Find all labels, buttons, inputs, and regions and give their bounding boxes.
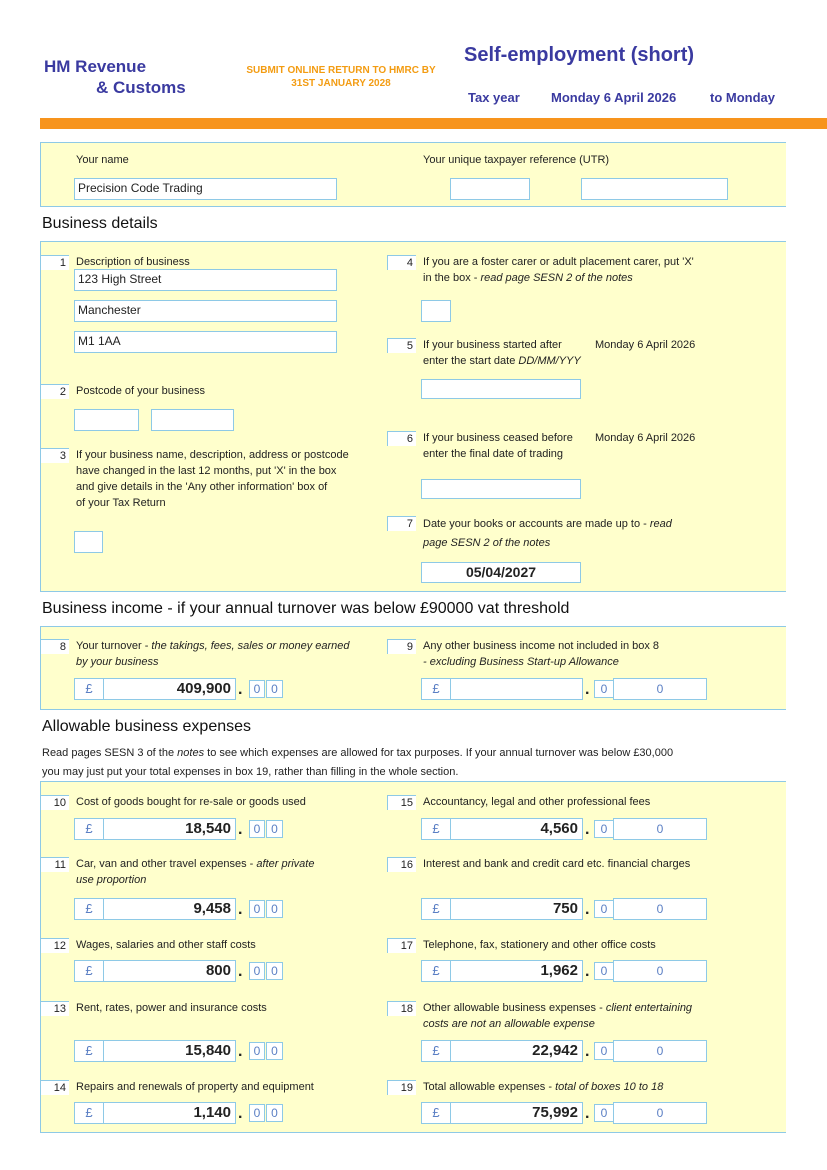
box6-date: Monday 6 April 2026: [595, 432, 696, 444]
pence-field-units[interactable]: 0: [613, 960, 707, 982]
box-number-19: 19: [387, 1080, 416, 1095]
accounts-date-field[interactable]: 05/04/2027: [421, 562, 581, 583]
box3-label-line4: of your Tax Return: [76, 497, 166, 509]
pence-field-tens[interactable]: 0: [249, 962, 265, 980]
expenses-intro-line1: [42, 747, 673, 759]
expenses-intro-line2: you may just put your total expenses in box 19, rather than filling in the whole section.: [42, 766, 459, 778]
tax-year-start: Monday 6 April 2026: [551, 90, 677, 105]
box-number-3: 3: [40, 448, 69, 463]
currency-symbol: £: [74, 1040, 104, 1062]
org-name-line2: & Customs: [96, 78, 186, 97]
pence-field-units[interactable]: 0: [613, 1040, 707, 1062]
ceased-date-field[interactable]: [421, 479, 581, 499]
box8-label: [76, 638, 350, 670]
currency-symbol: £: [74, 818, 104, 840]
org-name-line1: HM Revenue: [44, 57, 147, 76]
box-number-16: 16: [387, 857, 416, 872]
decimal-point: .: [238, 821, 243, 838]
box12-label: [76, 937, 376, 953]
box4-label-line2: [423, 270, 723, 286]
expense-amount-field[interactable]: 1,962: [450, 960, 583, 982]
box11-label-c: use proportion: [76, 874, 147, 886]
box-number-1: 1: [40, 255, 69, 270]
box15-label: [423, 794, 723, 810]
name-label: Your name: [76, 154, 129, 166]
decimal-point: .: [585, 681, 590, 698]
box11-label-b: after private: [256, 858, 315, 870]
box14-label-line1: [76, 1079, 376, 1095]
utr-label: Your unique taxpayer reference (UTR): [423, 154, 610, 166]
decimal-point: .: [238, 1105, 243, 1122]
business-description-line2[interactable]: Manchester: [74, 300, 337, 322]
box-number-6: 6: [387, 431, 416, 446]
decimal-point: .: [238, 681, 243, 698]
box-number-4: 4: [387, 255, 416, 270]
box8-label-a: Your turnover -: [76, 640, 152, 652]
box19-label-a: Total allowable expenses -: [423, 1081, 556, 1093]
box4-label-line2a: in the box -: [423, 272, 481, 284]
box8-label-line1: [76, 638, 350, 654]
expense-amount-field[interactable]: 750: [450, 898, 583, 920]
box2-label: Postcode of your business: [76, 385, 206, 397]
pence-field-units[interactable]: 0: [613, 1102, 707, 1124]
box7-label-line1a: Date your books or accounts are made up to -: [423, 518, 650, 530]
pence-field-tens[interactable]: 0: [249, 820, 265, 838]
box10-label-a: Cost of goods bought for re-sale or goods used: [76, 796, 306, 808]
box8-label-b: the takings, fees, sales or money earned: [151, 640, 350, 652]
business-description-line3[interactable]: M1 1AA: [74, 331, 337, 353]
income-title: Business income - if your annual turnover was below £90000 vat threshold: [42, 600, 570, 617]
decimal-point: .: [238, 901, 243, 918]
intro-part-b: notes: [177, 747, 205, 759]
box3-label-line1: If your business name, description, address or postcode: [76, 449, 349, 461]
postcode-field-part1[interactable]: [74, 409, 139, 431]
pence-field-tens[interactable]: 0: [594, 680, 614, 698]
expense-amount-field[interactable]: 15,840: [103, 1040, 236, 1062]
currency-symbol: £: [74, 1102, 104, 1124]
pence-field-units[interactable]: 0: [613, 678, 707, 700]
box-number-5: 5: [387, 338, 416, 353]
name-field[interactable]: Precision Code Trading: [74, 178, 337, 200]
box18-label: [423, 1000, 723, 1032]
box-number-14: 14: [40, 1080, 69, 1095]
pence-field-tens[interactable]: 0: [249, 1042, 265, 1060]
box3-label: [76, 447, 376, 511]
form-title: Self-employment (short): [464, 44, 695, 66]
box5-label-line2: [423, 353, 581, 369]
box-number-12: 12: [40, 938, 69, 953]
pence-field-tens[interactable]: 0: [249, 680, 265, 698]
box-number-17: 17: [387, 938, 416, 953]
box14-label-a: Repairs and renewals of property and equipment: [76, 1081, 314, 1093]
changed-details-checkbox[interactable]: [74, 531, 103, 553]
decimal-point: .: [238, 1043, 243, 1060]
box-number-18: 18: [387, 1001, 416, 1016]
pence-field-tens[interactable]: 0: [594, 962, 614, 980]
currency-symbol: £: [74, 960, 104, 982]
box5-date: Monday 6 April 2026: [595, 339, 696, 351]
box6-label-line2: enter the final date of trading: [423, 448, 564, 460]
pence-field-units[interactable]: 0: [613, 818, 707, 840]
box6-label: [423, 430, 573, 462]
box4-label-line2b: read page SESN 2 of the notes: [480, 272, 633, 284]
header-divider: [40, 118, 827, 129]
box5-label-line2b: DD/MM/YYY: [518, 355, 581, 367]
box16-label: [423, 856, 723, 872]
box15-label-line1: [423, 794, 723, 810]
box4-label-line1: If you are a foster carer or adult placement carer, put 'X': [423, 256, 694, 268]
expense-amount-field[interactable]: 75,992: [450, 1102, 583, 1124]
box18-label-line1: [423, 1000, 723, 1016]
pence-field-units[interactable]: 0: [266, 680, 283, 698]
tax-year-end: to Monday: [710, 90, 775, 105]
foster-carer-checkbox[interactable]: [421, 300, 451, 322]
box11-label-a: Car, van and other travel expenses -: [76, 858, 257, 870]
other-income-field[interactable]: [450, 678, 583, 700]
turnover-field[interactable]: 409,900: [103, 678, 236, 700]
intro-part-c: to see which expenses are allowed for tax purposes. If your annual turnover was below £30,000: [204, 747, 674, 759]
decimal-point: .: [585, 901, 590, 918]
box1-label: Description of business: [76, 256, 190, 268]
start-date-field[interactable]: [421, 379, 581, 399]
box18-label-b: client entertaining: [605, 1002, 693, 1014]
box17-label: [423, 937, 723, 953]
box13-label: [76, 1000, 376, 1016]
expense-amount-field[interactable]: 9,458: [103, 898, 236, 920]
box19-label-b: total of boxes 10 to 18: [555, 1081, 664, 1093]
expense-amount-field[interactable]: 1,140: [103, 1102, 236, 1124]
currency-symbol: £: [421, 898, 451, 920]
box10-label-line1: [76, 794, 376, 810]
box7-label-line2: page SESN 2 of the notes: [423, 537, 551, 549]
expense-amount-field[interactable]: 4,560: [450, 818, 583, 840]
expense-amount-field[interactable]: 18,540: [103, 818, 236, 840]
box15-label-a: Accountancy, legal and other professional fees: [423, 796, 651, 808]
expenses-title: Allowable business expenses: [42, 718, 252, 735]
currency-symbol: £: [421, 960, 451, 982]
pence-field-units[interactable]: 0: [266, 1042, 283, 1060]
box-number-15: 15: [387, 795, 416, 810]
box13-label-a: Rent, rates, power and insurance costs: [76, 1002, 267, 1014]
box19-label: [423, 1079, 723, 1095]
box11-label-line1: [76, 856, 376, 872]
box10-label: [76, 794, 376, 810]
box7-label-line1: [423, 515, 672, 534]
box6-label-line1: If your business ceased before: [423, 432, 573, 444]
box12-label-a: Wages, salaries and other staff costs: [76, 939, 256, 951]
pence-field-tens[interactable]: 0: [594, 1042, 614, 1060]
expense-amount-field[interactable]: 800: [103, 960, 236, 982]
box7-label-line1b: read: [649, 518, 672, 530]
currency-symbol: £: [74, 678, 104, 700]
currency-symbol: £: [74, 898, 104, 920]
decimal-point: .: [238, 963, 243, 980]
box-number-2: 2: [40, 384, 69, 399]
box16-label-line1: [423, 856, 723, 872]
postcode-field-part2[interactable]: [151, 409, 234, 431]
decimal-point: .: [585, 963, 590, 980]
box17-label-line1: [423, 937, 723, 953]
pence-field-units[interactable]: 0: [266, 962, 283, 980]
box9-label-line1: Any other business income not included in box 8: [423, 640, 660, 652]
submit-deadline: [226, 64, 456, 90]
box12-label-line1: [76, 937, 376, 953]
box5-label-line2a: enter the start date: [423, 355, 519, 367]
box-number-11: 11: [40, 857, 69, 872]
decimal-point: .: [585, 1043, 590, 1060]
box-number-8: 8: [40, 639, 69, 654]
pence-field-tens[interactable]: 0: [249, 1104, 265, 1122]
box9-label: [423, 638, 659, 670]
pence-field-tens[interactable]: 0: [594, 820, 614, 838]
box14-label: [76, 1079, 376, 1095]
box5-label: [423, 337, 581, 369]
currency-symbol: £: [421, 818, 451, 840]
submit-line1: SUBMIT ONLINE RETURN TO HMRC BY: [246, 65, 436, 76]
pence-field-units[interactable]: 0: [266, 820, 283, 838]
box11-label: [76, 856, 376, 888]
box16-label-a: Interest and bank and credit card etc. financial charges: [423, 858, 691, 870]
decimal-point: .: [585, 821, 590, 838]
utr-field-part2[interactable]: [581, 178, 728, 200]
box7-label: [423, 515, 672, 553]
pence-field-units[interactable]: 0: [266, 900, 283, 918]
pence-field-tens[interactable]: 0: [594, 1104, 614, 1122]
box18-label-c: costs are not an allowable expense: [423, 1018, 595, 1030]
box3-label-line2: have changed in the last 12 months, put 'X' in the box: [76, 465, 337, 477]
pence-field-tens[interactable]: 0: [249, 900, 265, 918]
submit-line2: 31ST JANUARY 2028: [291, 78, 391, 89]
box-number-9: 9: [387, 639, 416, 654]
box19-label-line1: [423, 1079, 723, 1095]
box17-label-a: Telephone, fax, stationery and other office costs: [423, 939, 656, 951]
box3-label-line3: and give details in the 'Any other information' box of: [76, 481, 328, 493]
box-number-7: 7: [387, 516, 416, 531]
currency-symbol: £: [421, 1102, 451, 1124]
decimal-point: .: [585, 1105, 590, 1122]
pence-field-tens[interactable]: 0: [594, 900, 614, 918]
intro-part-a: Read pages SESN 3 of the: [42, 747, 178, 759]
currency-symbol: £: [421, 678, 451, 700]
pence-field-units[interactable]: 0: [266, 1104, 283, 1122]
tax-year-label: Tax year: [468, 90, 520, 105]
business-details-title: Business details: [42, 215, 158, 232]
box-number-10: 10: [40, 795, 69, 810]
expense-amount-field[interactable]: 22,942: [450, 1040, 583, 1062]
box18-label-a: Other allowable business expenses -: [423, 1002, 606, 1014]
box8-label-c: by your business: [76, 656, 159, 668]
box5-label-line1: If your business started after: [423, 339, 562, 351]
box13-label-line1: [76, 1000, 376, 1016]
currency-symbol: £: [421, 1040, 451, 1062]
utr-field-part1[interactable]: [450, 178, 530, 200]
pence-field-units[interactable]: 0: [613, 898, 707, 920]
box9-label-line2: - excluding Business Start-up Allowance: [423, 656, 619, 668]
box-number-13: 13: [40, 1001, 69, 1016]
box4-label: [423, 254, 723, 286]
business-description-line1[interactable]: 123 High Street: [74, 269, 337, 291]
